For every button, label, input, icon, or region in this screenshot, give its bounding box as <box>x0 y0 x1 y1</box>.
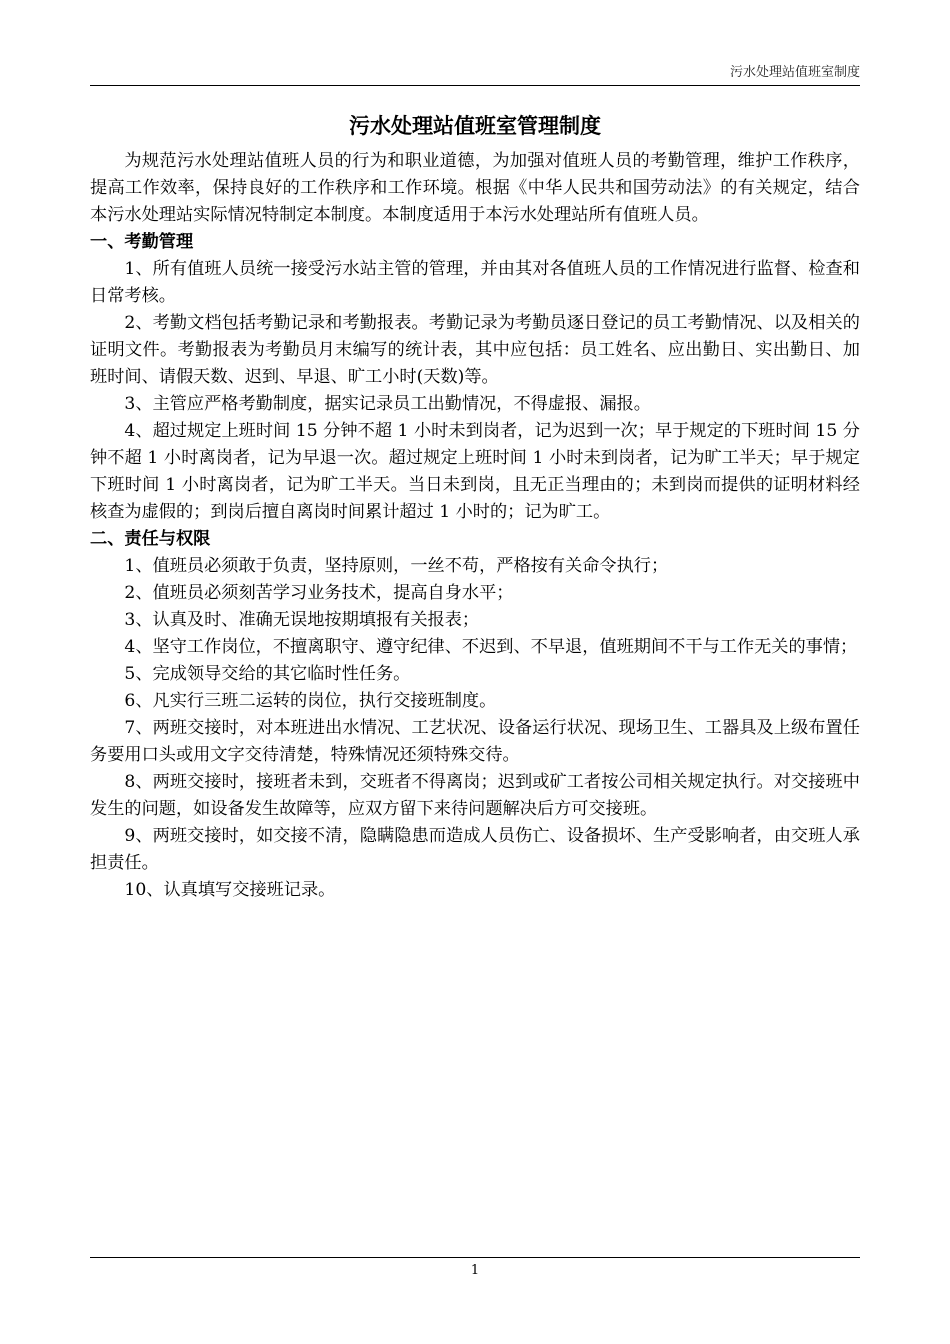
section-heading-responsibility: 二、责任与权限 <box>90 529 211 549</box>
responsibility-item-5: 5、完成领导交给的其它临时性任务。 <box>124 664 411 684</box>
responsibility-item-6: 6、凡实行三班二运转的岗位，执行交接班制度。 <box>124 691 497 711</box>
running-header: 污水处理站值班室制度 <box>729 65 860 80</box>
footer-divider <box>90 1257 860 1258</box>
section-heading-attendance: 一、考勤管理 <box>90 232 194 252</box>
responsibility-item-9: 9、两班交接时，如交接不清，隐瞒隐患而造成人员伤亡、设备损坏、生产受影响者，由交班人承担责任。 <box>90 826 860 873</box>
responsibility-item-8: 8、两班交接时，接班者未到，交班者不得离岗；迟到或矿工者按公司相关规定执行。对交接班中发生的问题，如设备发生故障等，应双方留下来待问题解决后方可交接班。 <box>90 772 860 819</box>
attendance-item-4: 4、超过规定上班时间 15 分钟不超 1 小时未到岗者，记为迟到一次；早于规定的下班时间 15 分钟不超 1 小时离岗者，记为早退一次。超过规定上班时间 1 小时未到岗者，记为旷工半天；早于规定下班时间 1 小时离岗者，记为旷工半天。当日未到岗，且无正当理由的；未到岗而提供的证明材料经核查为虚假的；到岗后擅自离岗时间累计超过 1 小时的；记为旷工。 <box>90 421 860 522</box>
responsibility-item-1: 1、值班员必须敢于负责，坚持原则，一丝不苟，严格按有关命令执行； <box>124 556 669 576</box>
responsibility-item-7: 7、两班交接时，对本班进出水情况、工艺状况、设备运行状况、现场卫生、工器具及上级布置任务要用口头或用文字交待清楚，特殊情况还须特殊交待。 <box>90 718 860 765</box>
page-number: 1 <box>470 1263 480 1278</box>
responsibility-item-2: 2、值班员必须刻苦学习业务技术，提高自身水平； <box>124 583 514 603</box>
document-body <box>90 148 860 904</box>
attendance-item-2: 2、考勤文档包括考勤记录和考勤报表。考勤记录为考勤员逐日登记的员工考勤情况、以及相关的证明文件。考勤报表为考勤员月末编写的统计表，其中应包括：员工姓名、应出勤日、实出勤日、加班时间、请假天数、迟到、早退、旷工小时(天数)等。 <box>90 313 860 387</box>
intro-paragraph: 为规范污水处理站值班人员的行为和职业道德，为加强对值班人员的考勤管理，维护工作秩序，提高工作效率，保持良好的工作秩序和工作环境。根据《中华人民共和国劳动法》的有关规定，结合本污水处理站实际情况特制定本制度。本制度适用于本污水处理站所有值班人员。 <box>90 151 860 225</box>
responsibility-item-4: 4、坚守工作岗位，不擅离职守、遵守纪律、不迟到、不早退，值班期间不干与工作无关的事情； <box>124 637 858 657</box>
attendance-item-1: 1、所有值班人员统一接受污水站主管的管理，并由其对各值班人员的工作情况进行监督、检查和日常考核。 <box>90 259 860 306</box>
header-divider <box>90 85 860 86</box>
attendance-item-3: 3、主管应严格考勤制度，据实记录员工出勤情况，不得虚报、漏报。 <box>124 394 651 414</box>
document-title: 污水处理站值班室管理制度 <box>349 113 601 138</box>
responsibility-item-10: 10、认真填写交接班记录。 <box>124 880 336 900</box>
responsibility-item-3: 3、认真及时、准确无误地按期填报有关报表； <box>124 610 480 630</box>
